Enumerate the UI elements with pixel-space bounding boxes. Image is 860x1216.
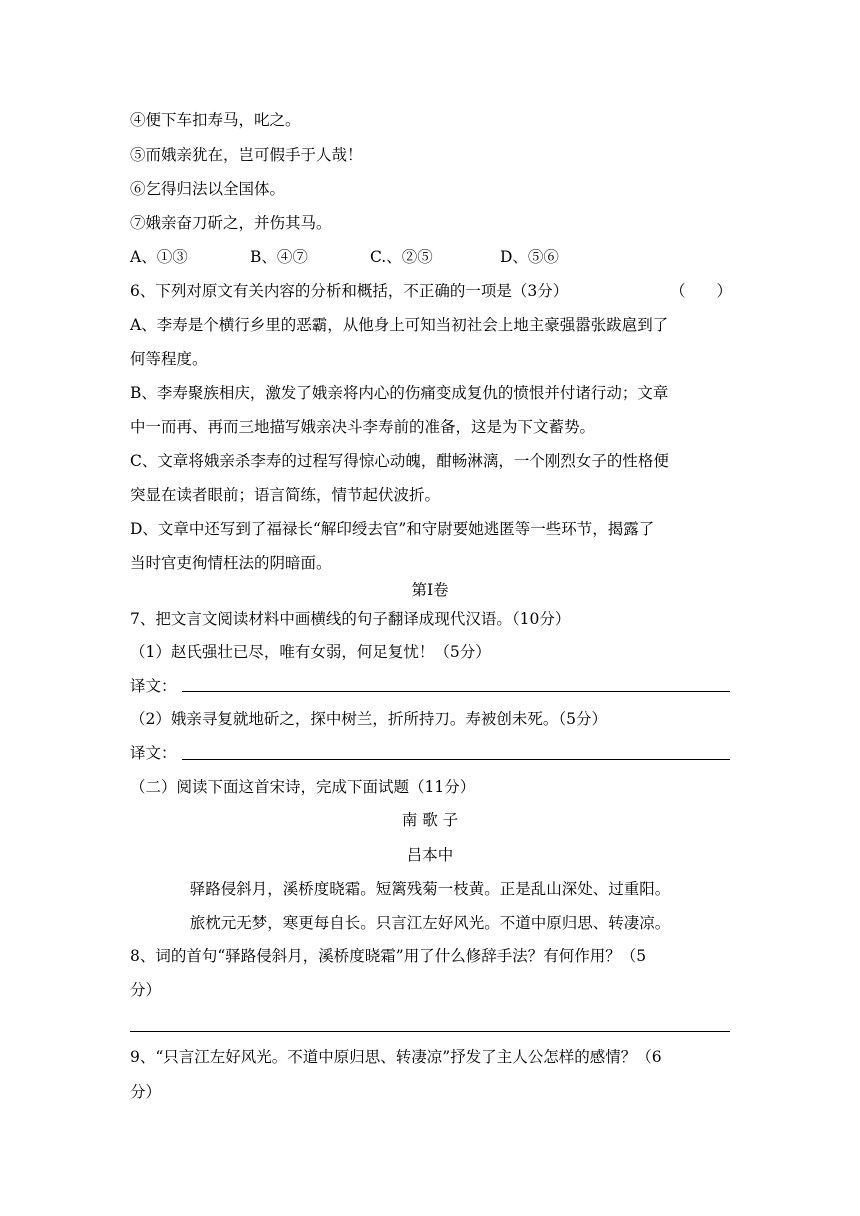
- poem-line-2: 旅枕元无梦，寒更每自长。只言江左好风光。不道中原归思、转凄凉。: [189, 914, 671, 932]
- option-d: D、⑤⑥: [500, 248, 559, 266]
- q6-option-b-line2: 中一而再、再而三地描写娥亲决斗李寿前的准备，这是为下文蓄势。: [130, 418, 596, 436]
- section-title: 第Ⅰ卷: [411, 581, 449, 599]
- q6-option-b-line1: B、李寿聚族相庆，激发了娥亲将内心的伤痛变成复仇的愤恨并付诸行动；文章: [130, 384, 669, 402]
- q6-option-c-line1: C、文章将娥亲杀李寿的过程写得惊心动魄，酣畅淋漓，一个刚烈女子的性格便: [130, 452, 669, 470]
- item-6: ⑥乞得归法以全国体。: [130, 180, 286, 198]
- item-4: ④便下车扣寿马，叱之。: [130, 111, 301, 129]
- part2-heading: （二）阅读下面这首宋诗，完成下面试题（11分）: [130, 778, 476, 796]
- item-5: ⑤而娥亲犹在，岂可假手于人哉！: [130, 146, 363, 164]
- q7-stem: 7、把文言文阅读材料中画横线的句子翻译成现代汉语。（10分）: [130, 610, 571, 628]
- q7-answer2-label: 译文：: [130, 744, 177, 762]
- q7-answer1-label: 译文：: [130, 677, 177, 695]
- q9-line1: 9、“只言江左好风光。不道中原归思、转凄凉”抒发了主人公怎样的感情？（6: [130, 1048, 662, 1066]
- q6-option-a-line2: 何等程度。: [130, 350, 208, 368]
- q8-answer-line: [130, 1031, 730, 1032]
- answer-line-2: [182, 759, 730, 760]
- q9-line2: 分）: [130, 1083, 162, 1101]
- q8-line2: 分）: [130, 981, 162, 999]
- q7-sub1: （1）赵氏强壮已尽，唯有女弱，何足复忧！（5分）: [130, 643, 491, 661]
- item-7: ⑦娥亲奋刀斫之，并伤其马。: [130, 214, 332, 232]
- q8-line1: 8、词的首句“驿路侵斜月，溪桥度晓霜”用了什么修辞手法？有何作用？（5: [130, 947, 647, 965]
- answer-line-1: [182, 691, 730, 692]
- q6-option-d-line2: 当时官吏徇情枉法的阴暗面。: [130, 554, 332, 572]
- poem-title: 南 歌 子: [401, 811, 459, 829]
- option-b: B、④⑦: [250, 248, 308, 266]
- option-c: C.、②⑤: [370, 248, 433, 266]
- poem-line-1: 驿路侵斜月，溪桥度晓霜。短篱残菊一枝黄。正是乱山深处、过重阳。: [189, 880, 671, 898]
- q7-sub2: （2）娥亲寻复就地斫之，探中树兰，折所持刀。寿被创未死。（5分）: [130, 710, 607, 728]
- q6-option-c-line2: 突显在读者眼前；语言简练，情节起伏波折。: [130, 486, 441, 504]
- poem-author: 吕本中: [406, 846, 454, 864]
- answer-parentheses: （ ）: [670, 282, 733, 300]
- option-a: A、①③: [130, 248, 188, 266]
- q6-stem-line: [130, 281, 733, 301]
- q6-stem: 6、下列对原文有关内容的分析和概括，不正确的一项是（3分）: [130, 282, 569, 300]
- q6-option-d-line1: D、文章中还写到了福禄长“解印绶去官”和守尉要她逃匿等一些环节，揭露了: [130, 520, 655, 538]
- q6-option-a-line1: A、李寿是个横行乡里的恶霸，从他身上可知当初社会上地主豪强嚣张跋扈到了: [130, 316, 669, 334]
